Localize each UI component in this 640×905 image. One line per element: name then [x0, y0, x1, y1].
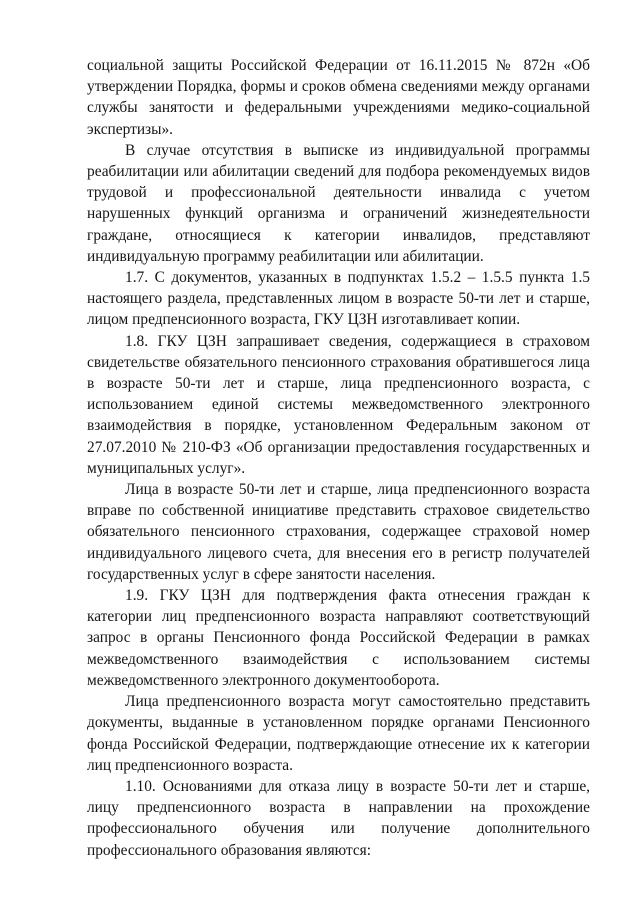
- paragraph-pension-documents: Лица предпенсионного возраста могут самостоятельно представить документы, выданные в установленном порядке органами Пенсионного фонда Российской Федерации, подтверждающие отнесение их к категории лиц предпенсионного возраста.: [87, 693, 590, 774]
- paragraph-continuation: социальной защиты Российской Федерации от 16.11.2015 № 872н «Об утверждении Порядка, формы и сроков обмена сведениями между органами службы занятости и федеральными учреждениями медико-социальной экспертизы».: [87, 57, 590, 138]
- paragraph-1-9: 1.9. ГКУ ЦЗН для подтверждения факта отнесения граждан к категории лиц предпенсионного возраста направляют соответствующий запрос в органы Пенсионного фонда Российской Федерации в рамках межведомственного взаимодействия с использованием системы межведомственного электронного документооборота.: [87, 587, 590, 689]
- paragraph-1-7: 1.7. С документов, указанных в подпунктах 1.5.2 – 1.5.5 пункта 1.5 настоящего раздела, представленных лицом в возрасте 50-ти лет и старше, лицом предпенсионного возраста, ГКУ ЦЗН изготавливает копии.: [87, 269, 590, 329]
- paragraph-1-8: 1.8. ГКУ ЦЗН запрашивает сведения, содержащиеся в страховом свидетельстве обязательного пенсионного страхования обратившегося лица в возрасте 50-ти лет и старше, лица предпенсионного возраста, с использованием единой системы межведомственного электронного взаимодействия в порядке, установленном Федеральным законом от 27.07.2010 № 210-ФЗ «Об организации предоставления государственных и муниципальных услуг».: [87, 332, 590, 477]
- document-body: [87, 55, 590, 861]
- paragraph-insurance-certificate: Лица в возрасте 50-ти лет и старше, лица предпенсионного возраста вправе по собственной инициативе представить страховое свидетельство обязательного пенсионного страхования, содержащее страховой номер индивидуального лицевого счета, для внесения его в регистр получателей государственных услуг в сфере занятости населения.: [87, 481, 590, 583]
- paragraph-ipra-absence: В случае отсутствия в выписке из индивидуальной программы реабилитации или абилитации сведений для подбора рекомендуемых видов трудовой и профессиональной деятельности инвалида с учетом нарушенных функций организма и ограничений жизнедеятельности граждане, относящиеся к категории инвалидов, представляют индивидуальную программу реабилитации или абилитации.: [87, 141, 590, 265]
- paragraph-1-10: 1.10. Основаниями для отказа лицу в возрасте 50-ти лет и старше, лицу предпенсионного возраста в направлении на прохождение профессионального обучения или получение дополнительного профессионального образования являются:: [87, 777, 590, 859]
